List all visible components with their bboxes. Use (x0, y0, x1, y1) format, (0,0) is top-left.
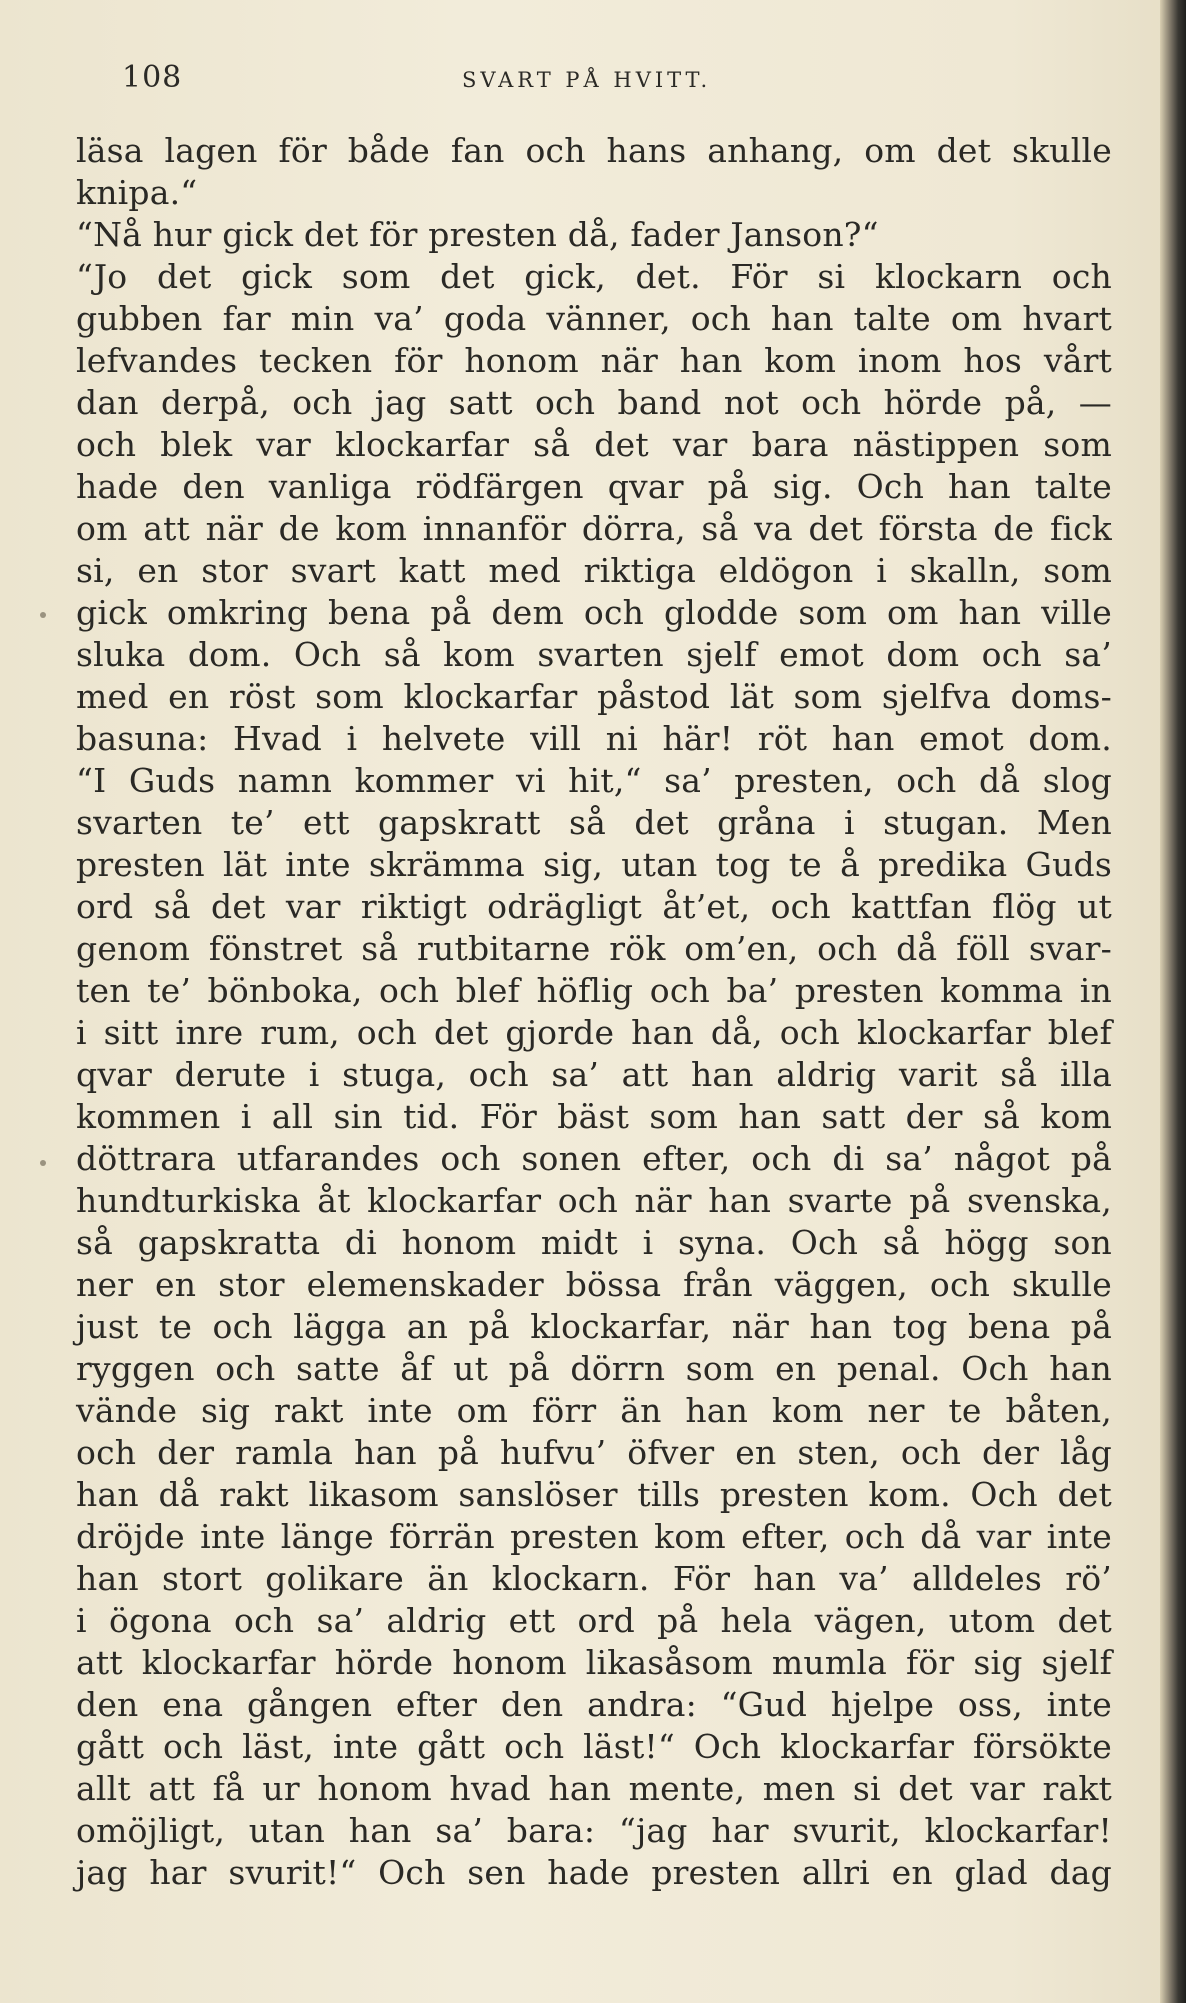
text-line: gubben far min va’ goda vänner, och han talte om hvart (76, 299, 1112, 338)
text-line: qvar derute i stuga, och sa’ att han aldrig varit så illa (76, 1055, 1112, 1094)
text-line: att klockarfar hörde honom likasåsom mumla för sig sjelf (76, 1643, 1112, 1682)
text-line: si, en stor svart katt med riktiga eldögon i skalln, som (76, 551, 1112, 590)
text-line: och der ramla han på hufvu’ öfver en sten, och der låg (76, 1433, 1112, 1472)
text-line: gått och läst, inte gått och läst!“ Och klockarfar försökte (76, 1727, 1112, 1766)
page-number: 108 (122, 60, 183, 95)
text-line: om att när de kom innanför dörra, så va det första de fick (76, 509, 1112, 548)
text-line: genom fönstret så rutbitarne rök om’en, och då föll svar- (76, 929, 1112, 968)
text-line: svarten te’ ett gapskratt så det gråna i stugan. Men (76, 803, 1112, 842)
text-line: gick omkring bena på dem och glodde som om han ville (76, 593, 1112, 632)
text-line: “I Guds namn kommer vi hit,“ sa’ presten, och då slog (76, 761, 1112, 800)
text-line: jag har svurit!“ Och sen hade presten allri en glad dag (76, 1853, 1112, 1892)
text-line: sluka dom. Och så kom svarten sjelf emot dom och sa’ (76, 635, 1112, 674)
text-line: han stort golikare än klockarn. För han va’ alldeles rö’ (76, 1559, 1112, 1598)
text-line: och blek var klockarfar så det var bara nästippen som (76, 425, 1112, 464)
text-line: knipa.“ (76, 173, 198, 212)
text-line: hade den vanliga rödfärgen qvar på sig. Och han talte (76, 467, 1112, 506)
text-line: kommen i all sin tid. För bäst som han satt der så kom (76, 1097, 1112, 1136)
text-line: ner en stor elemenskader bössa från väggen, och skulle (76, 1265, 1112, 1304)
body-text (76, 130, 1112, 1894)
text-line: den ena gången efter den andra: “Gud hjelpe oss, inte (76, 1685, 1112, 1724)
text-line: “Jo det gick som det gick, det. För si klockarn och (76, 257, 1112, 296)
margin-dot (40, 1160, 46, 1166)
text-line: i sitt inre rum, och det gjorde han då, och klockarfar blef (76, 1013, 1112, 1052)
text-line: ord så det var riktigt odrägligt åt’et, och kattfan flög ut (76, 887, 1112, 926)
text-line: hundturkiska åt klockarfar och när han svarte på svenska, (76, 1181, 1112, 1220)
page-edge-shadow (1160, 0, 1186, 2003)
text-line: lefvandes tecken för honom när han kom inom hos vårt (76, 341, 1112, 380)
text-line: döttrara utfarandes och sonen efter, och di sa’ något på (76, 1139, 1112, 1178)
text-line: omöjligt, utan han sa’ bara: “jag har svurit, klockarfar! (76, 1811, 1112, 1850)
running-head: SVART PÅ HVITT. (462, 68, 712, 92)
text-line: allt att få ur honom hvad han mente, men si det var rakt (76, 1769, 1112, 1808)
text-line: “Nå hur gick det för presten då, fader Janson?“ (76, 215, 879, 254)
text-line: läsa lagen för både fan och hans anhang, om det skulle (76, 131, 1112, 170)
text-line: med en röst som klockarfar påstod lät som sjelfva doms- (76, 677, 1112, 716)
margin-dot (40, 612, 46, 618)
text-line: basuna: Hvad i helvete vill ni här! röt han emot dom. (76, 719, 1112, 758)
text-line: han då rakt likasom sanslöser tills presten kom. Och det (76, 1475, 1112, 1514)
text-line: i ögona och sa’ aldrig ett ord på hela vägen, utom det (76, 1601, 1112, 1640)
text-line: dan derpå, och jag satt och band not och hörde på, — (76, 383, 1112, 422)
text-line: ryggen och satte åf ut på dörrn som en penal. Och han (76, 1349, 1112, 1388)
page-header (122, 52, 722, 112)
text-line: dröjde inte länge förrän presten kom efter, och då var inte (76, 1517, 1112, 1556)
text-line: ten te’ bönboka, och blef höflig och ba’ presten komma in (76, 971, 1112, 1010)
text-line: vände sig rakt inte om förr än han kom ner te båten, (76, 1391, 1112, 1430)
text-line: presten lät inte skrämma sig, utan tog te å predika Guds (76, 845, 1112, 884)
text-line: så gapskratta di honom midt i syna. Och så högg son (76, 1223, 1112, 1262)
text-line: just te och lägga an på klockarfar, när han tog bena på (76, 1307, 1112, 1346)
